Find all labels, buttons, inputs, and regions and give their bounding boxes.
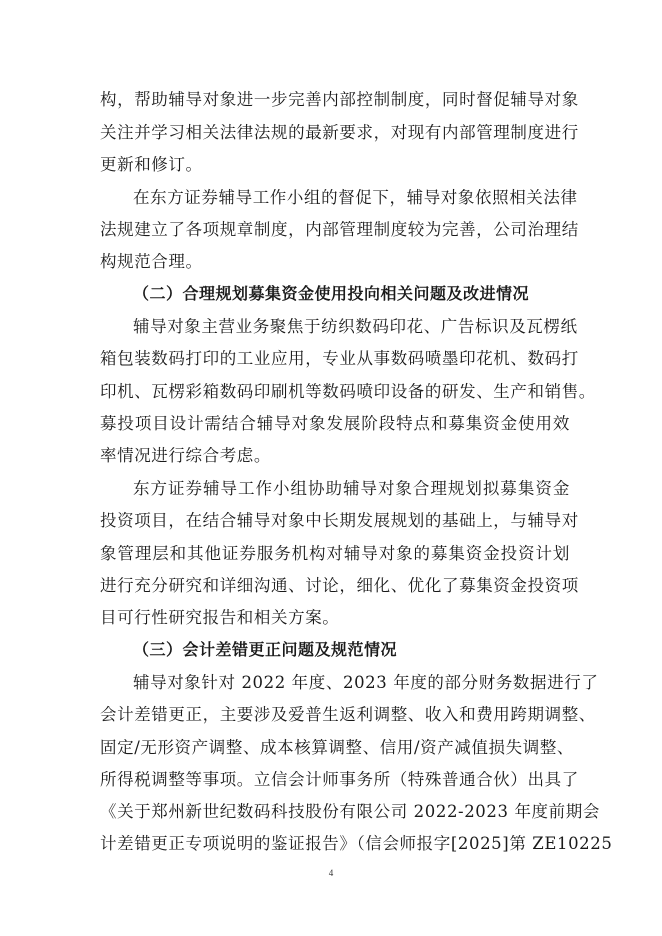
body-text-line: 募投项目设计需结合辅导对象发展阶段特点和募集资金使用效 (100, 414, 570, 433)
body-text-line: 象管理层和其他证券服务机构对辅导对象的募集资金投资计划 (100, 544, 570, 563)
body-text-line: 关注并学习相关法律法规的最新要求，对现有内部管理制度进行 (100, 123, 579, 142)
body-text-line: 所得税调整等事项。立信会计师事务所（特殊普通合伙）出具了 (100, 770, 579, 789)
body-text-line: 箱包装数码打印的工业应用，专业从事数码喷墨印花机、数码打 (100, 349, 579, 368)
body-text-line: 目可行性研究报告和相关方案。 (100, 608, 340, 627)
section-heading: （二）合理规划募集资金使用投向相关问题及改进情况 (133, 284, 530, 303)
body-text-line: 法规建立了各项规章制度，内部管理制度较为完善，公司治理结 (100, 220, 579, 239)
page-number: 4 (328, 868, 334, 878)
body-text-line: 率情况进行综合考虑。 (100, 446, 271, 465)
body-text-line: 印机、瓦楞彩箱数码印刷机等数码喷印设备的研发、生产和销售。 (100, 382, 596, 401)
body-text-line: 计差错更正专项说明的鉴证报告》（信会师报字[2025]第 ZE10225 (100, 834, 613, 853)
body-text-line: 会计差错更正，主要涉及爱普生返利调整、收入和费用跨期调整、 (100, 705, 596, 724)
body-text-line: 在东方证券辅导工作小组的督促下，辅导对象依照相关法律 (133, 188, 578, 207)
body-text-line: 更新和修订。 (100, 155, 203, 174)
body-text-line: 辅导对象针对 2022 年度、2023 年度的部分财务数据进行了 (133, 673, 599, 692)
section-heading: （三）会计差错更正问题及规范情况 (133, 640, 398, 659)
body-text-line: 进行充分研究和详细沟通、讨论，细化、优化了募集资金投资项 (100, 576, 579, 595)
body-text-line: 构规范合理。 (100, 252, 203, 271)
body-text-line: 构，帮助辅导对象进一步完善内部控制制度，同时督促辅导对象 (100, 90, 579, 109)
body-text-line: 东方证券辅导工作小组协助辅导对象合理规划拟募集资金 (133, 479, 570, 498)
body-text-line: 辅导对象主营业务聚焦于纺织数码印花、广告标识及瓦楞纸 (133, 317, 578, 336)
body-text-line: 固定/无形资产调整、成本核算调整、信用/资产减值损失调整、 (100, 738, 575, 757)
body-text-line: 《关于郑州新世纪数码科技股份有限公司 2022-2023 年度前期会 (100, 802, 600, 821)
body-text-line: 投资项目，在结合辅导对象中长期发展规划的基础上，与辅导对 (100, 511, 579, 530)
